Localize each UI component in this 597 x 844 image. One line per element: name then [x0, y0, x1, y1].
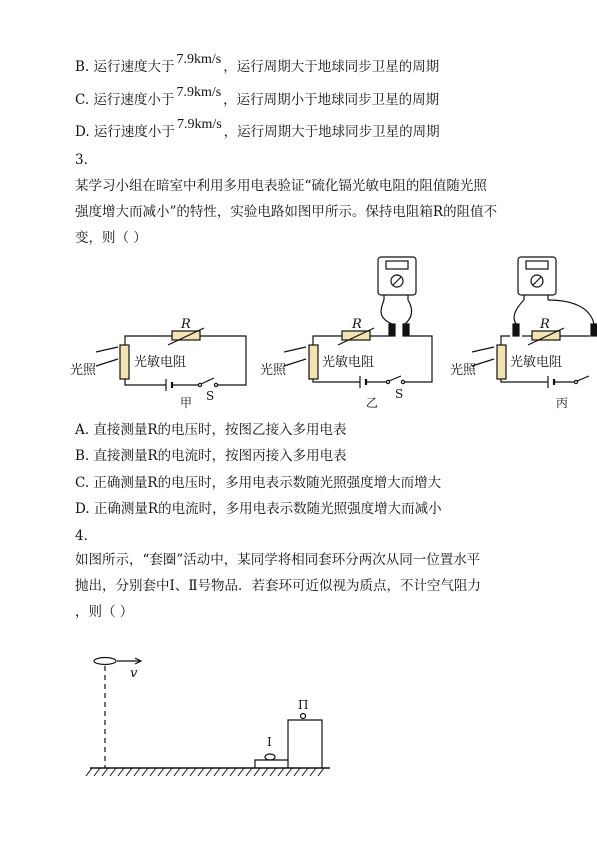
- label-switch-b: S: [395, 387, 404, 401]
- probe-lead: [405, 300, 412, 324]
- hatch-mark: [310, 768, 316, 776]
- speed-value: 7.9km/s: [176, 52, 222, 67]
- option-d-suffix: ，运行周期大于地球同步卫星的周期: [223, 124, 440, 140]
- switch-contact: [401, 380, 404, 383]
- hatch-mark: [238, 768, 244, 776]
- q4-stem-line-1: 如图所示，“套圈”活动中，某同学将相同套环分两次从同一位置水平: [75, 552, 481, 568]
- speed-value: 7.9km/s: [176, 85, 222, 100]
- label-photoresistor-c: 光敏电阻: [510, 355, 563, 370]
- hatch-mark: [158, 768, 164, 776]
- label-photoresistor-b: 光敏电阻: [322, 355, 375, 370]
- speed-value: 7.9km/s: [176, 117, 222, 132]
- q3-stem-line-1: 某学习小组在暗室中利用多用电表验证“硫化镉光敏电阻的阻值随光照: [75, 178, 487, 194]
- light-ray: [284, 359, 306, 366]
- photoresistor-b: [309, 345, 318, 379]
- wire: [125, 379, 166, 385]
- hatch-mark: [262, 768, 268, 776]
- hatch-mark: [222, 768, 228, 776]
- option-c-suffix: ，运行周期小于地球同步卫星的周期: [223, 92, 440, 108]
- hatch-mark: [134, 768, 140, 776]
- multimeter-b: [378, 257, 416, 295]
- hatch-mark: [254, 768, 260, 776]
- label-switch-a: S: [206, 389, 215, 403]
- option-c-prefix: C. 运行速度小于: [75, 92, 175, 108]
- platform-low: [255, 760, 288, 768]
- q3-option-b: B. 直接测量R的电流时，按图丙接入多用电表: [75, 448, 347, 464]
- light-ray: [96, 347, 118, 352]
- wire: [125, 336, 172, 345]
- item-two: [301, 714, 306, 719]
- wire: [501, 336, 510, 345]
- hatch-mark: [174, 768, 180, 776]
- switch-contact: [214, 383, 217, 386]
- hatch-mark: [110, 768, 116, 776]
- probe-lead: [514, 300, 524, 324]
- hatch-mark: [198, 768, 204, 776]
- probe-tip: [513, 324, 519, 336]
- light-ray: [96, 359, 118, 366]
- hatch-mark: [126, 768, 132, 776]
- q4-number: 4.: [75, 528, 88, 544]
- hatch-mark: [150, 768, 156, 776]
- q4-stem-line-2: 抛出，分别套中Ⅰ、Ⅱ号物品．若套环可近似视为质点，不计空气阻力: [75, 578, 482, 594]
- hatch-mark: [142, 768, 148, 776]
- probe-lead: [548, 300, 594, 324]
- option-d-prefix: D. 运行速度小于: [75, 124, 175, 140]
- probe-tip: [389, 324, 395, 336]
- label-item-one: Ⅰ: [267, 735, 272, 749]
- q2-option-b: [75, 52, 440, 77]
- q2-option-d: [75, 117, 440, 142]
- switch-lever: [201, 378, 214, 384]
- item-one: [265, 754, 275, 760]
- hatch-mark: [190, 768, 196, 776]
- label-light-c: 光照: [450, 363, 477, 378]
- probe-tip: [591, 324, 597, 336]
- q3-option-c: C. 正确测量R的电压时，多用电表示数随光照强度增大而增大: [75, 475, 442, 491]
- option-b-prefix: B. 运行速度大于: [75, 59, 175, 75]
- wire: [313, 379, 360, 382]
- label-item-two: Π: [298, 698, 309, 712]
- hatch-mark: [206, 768, 212, 776]
- probe-lead: [381, 300, 392, 324]
- option-b-suffix: ，运行周期大于地球同步卫星的周期: [223, 59, 440, 75]
- hatch-mark: [286, 768, 292, 776]
- q2-option-c: [75, 85, 440, 110]
- switch-lever: [389, 376, 401, 381]
- probe-tip: [403, 324, 409, 336]
- hatch-mark: [102, 768, 108, 776]
- hatch-mark: [302, 768, 308, 776]
- q3-number: 3.: [75, 152, 88, 168]
- label-light-a: 光照: [70, 363, 97, 378]
- circuit-figure: [60, 250, 597, 420]
- hatch-mark: [118, 768, 124, 776]
- q3-option-d: D. 正确测量R的电流时，多用电表示数随光照强度增大而减小: [75, 501, 442, 517]
- label-photoresistor-a: 光敏电阻: [134, 355, 187, 370]
- label-r-b: R: [352, 317, 362, 332]
- caption-b: 乙: [366, 396, 379, 410]
- hatch-mark: [214, 768, 220, 776]
- platform-high: [288, 720, 322, 768]
- photoresistor-a: [120, 345, 129, 379]
- q3-option-a: A. 直接测量R的电压时，按图乙接入多用电表: [75, 422, 347, 438]
- multimeter-c: [518, 257, 556, 295]
- hatch-mark: [230, 768, 236, 776]
- hatch-mark: [246, 768, 252, 776]
- label-r-a: R: [181, 317, 191, 332]
- hatch-mark: [270, 768, 276, 776]
- hatch-mark: [318, 768, 324, 776]
- hatch-mark: [294, 768, 300, 776]
- wire: [404, 336, 432, 382]
- wire: [313, 336, 342, 345]
- label-r-c: R: [540, 317, 550, 332]
- hatch-mark: [166, 768, 172, 776]
- caption-c: 丙: [556, 396, 569, 410]
- ring-toss-figure: [80, 645, 340, 785]
- photoresistor-c: [497, 345, 506, 379]
- caption-a: 甲: [180, 396, 193, 410]
- q3-stem-line-3: 变，则（ ）: [75, 230, 147, 246]
- ground-hatching: [86, 768, 324, 776]
- hatch-mark: [278, 768, 284, 776]
- q3-stem-line-2: 强度增大而减小”的特性，实验电路如图甲所示。保持电阻箱R的阻值不: [75, 204, 498, 220]
- q4-stem-line-3: ，则（ ）: [75, 604, 134, 620]
- hatch-mark: [94, 768, 100, 776]
- wire: [200, 336, 246, 385]
- ring: [94, 658, 116, 665]
- q3-stem: [75, 173, 525, 251]
- label-light-b: 光照: [260, 363, 287, 378]
- wire: [501, 379, 548, 382]
- switch-lever: [577, 376, 589, 381]
- light-ray: [284, 347, 306, 352]
- hatch-mark: [182, 768, 188, 776]
- light-ray: [472, 347, 494, 352]
- q4-stem: [75, 547, 525, 625]
- hatch-mark: [86, 768, 92, 776]
- label-v: v: [130, 666, 138, 681]
